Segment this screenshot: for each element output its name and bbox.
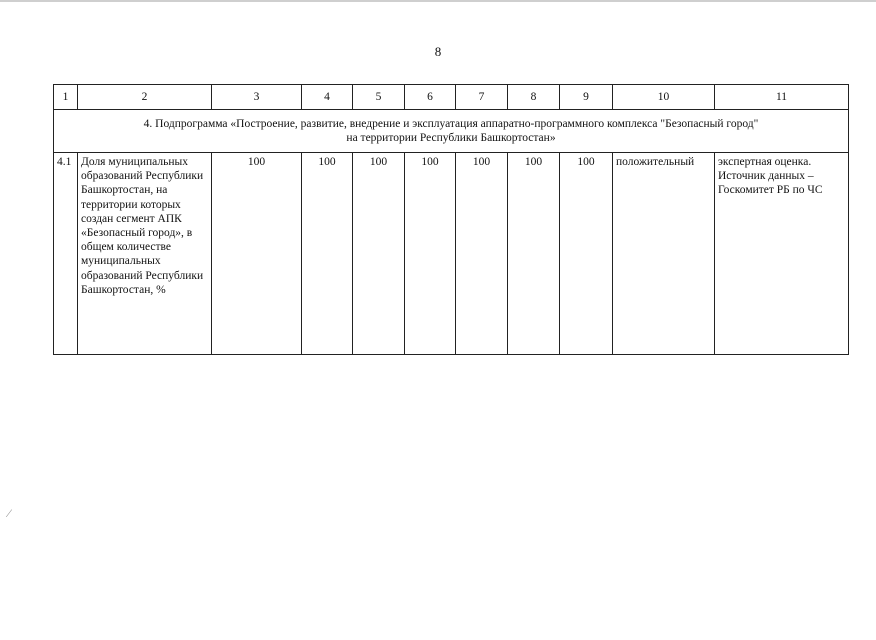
header-cell: 3 xyxy=(212,85,302,110)
header-cell: 9 xyxy=(560,85,613,110)
column-number-row xyxy=(54,85,849,110)
value-cell: 100 xyxy=(560,153,613,355)
header-cell: 8 xyxy=(508,85,560,110)
source-cell: экспертная оценка. Источник данных – Госкомитет РБ по ЧС xyxy=(715,153,849,355)
top-scan-edge xyxy=(0,0,876,2)
indicator-table xyxy=(53,84,849,355)
subprogram-title-row xyxy=(54,110,849,153)
header-cell: 7 xyxy=(456,85,508,110)
header-cell: 10 xyxy=(613,85,715,110)
header-cell: 5 xyxy=(353,85,405,110)
row-index: 4.1 xyxy=(54,153,78,355)
value-cell: 100 xyxy=(302,153,353,355)
value-cell: 100 xyxy=(212,153,302,355)
value-cell: 100 xyxy=(405,153,456,355)
subprogram-title xyxy=(54,110,849,153)
subprogram-title-line-2: на территории Республики Башкортостан» xyxy=(346,132,556,144)
subprogram-title-line-1: 4. Подпрограмма «Построение, развитие, внедрение и эксплуатация аппаратно-программного комплекса "Безопасный город" xyxy=(143,117,759,130)
header-cell: 4 xyxy=(302,85,353,110)
table-row xyxy=(54,153,849,355)
indicator-name: Доля муниципальных образований Республики Башкортостан, на территории которых создан сегмент АПК «Безопасный город», в общем количестве муниципальных образований Республики Башкортостан, % xyxy=(78,153,212,355)
header-cell: 6 xyxy=(405,85,456,110)
page-number: 8 xyxy=(434,44,442,59)
header-cell: 1 xyxy=(54,85,78,110)
trend-cell: положительный xyxy=(613,153,715,355)
scan-mark: ⁄ xyxy=(8,506,11,520)
value-cell: 100 xyxy=(508,153,560,355)
value-cell: 100 xyxy=(353,153,405,355)
value-cell: 100 xyxy=(456,153,508,355)
header-cell: 2 xyxy=(78,85,212,110)
header-cell: 11 xyxy=(715,85,849,110)
